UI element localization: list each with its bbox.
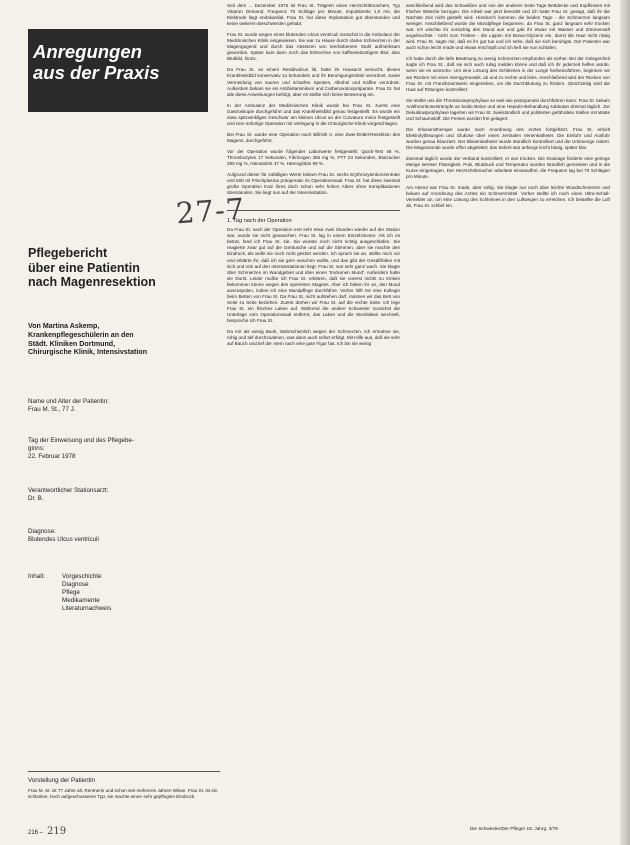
vorstellung-heading: Vorstellung der Patientin — [28, 777, 96, 784]
diagnosis-value: Blutendes Ulcus ventriculi — [28, 535, 99, 543]
title-line-1: Pflegebericht — [28, 246, 108, 260]
paragraph: Seit dem ... Dezember 1975 ist Frau St. Trägerin eines Herzschrittmachers, Typ Vitatron Demand, Frequenz 70 Schläge pro Minute, Impulsbreite 1,0 ms, die Elektrode liegt endokardial. Frau St. hat diese Implantation gut überstanden und keine weiteren Beschwerden gehabt. — [227, 3, 400, 27]
admission-field — [28, 437, 223, 460]
physician-label: Verantwortlicher Stationsarzt: — [28, 487, 109, 494]
banner-line-2: aus der Praxis — [33, 62, 160, 83]
paragraph: Zweimal täglich wurde der Verband kontrolliert; er war trocken. Die Drainage förderte eine geringe Menge seröser Flüssigkeit. Puls, Blutdruck und Temperatur wurden stündlich gemessen und in die Kurve eingetragen. Der Herzschrittmacher arbeitete einwandfrei; die Frequenz lag bei 70 Schlägen pro Minute. — [406, 156, 610, 180]
page-edge — [620, 0, 630, 845]
paragraph: Vor der Operation wurde folgender Laborwerte festgestellt: Quick-Test 48 %, Thrombozyten 17 Sekunden, Fibrinogen 355 mg %, PTT 23 Sekunden, Blutzucker 290 mg %, Hämatokrit 47 %, Hämoglobin 99 %. — [227, 148, 400, 167]
physician-value: Dr. B. — [28, 494, 44, 502]
admission-value: 22. Februar 1978 — [28, 452, 76, 460]
patient-label: Name und Alter der Patientin: — [28, 398, 109, 405]
author-line-2: Krankenpflegeschülerin an den — [28, 330, 134, 339]
section-divider — [28, 771, 220, 772]
title-line-2: über eine Patientin — [28, 260, 140, 275]
journal-footer: Die Schwester/Der Pfleger 18. Jahrg. 3/79 — [470, 826, 558, 831]
page-number-handwritten: 219 — [47, 826, 67, 837]
middle-column — [227, 3, 400, 352]
paragraph: Aufgrund dieser für zufälligen Werte bekam Frau St. sechs Erythrozytenkonzentrate und 500 ml Frischplasma präoperativ im Operationssaal. Frau St. hat diese zweimal große Operation trotz ihres doch schon sehr hohen Alters ohne Komplikationen überstanden. Sie liegt nun auf der Intensivstation. — [227, 172, 400, 196]
admission-label-1: Tag der Einweisung und des Pflegebe- — [28, 437, 134, 444]
op-divider — [227, 210, 400, 211]
author-line-3: Städt. Kliniken Dortmund, — [28, 339, 116, 348]
paragraph: Ich habe durch die tiefe Beatmung zu wenig Schmerzen empfunden als vorher. Bei der Gelegenheit sagte ich Frau St., daß sie sich auch ruhig melden könne und daß ich ihr jederzeit helfen würde, wenn sie es wünsche. Um eine Lösung des Schleimes in der Lunge herbeizuführen, beginnen wir am Rücken mit einer Atemgymnastik, ab und zu rechts und links. Anschließend wird der Rücken von Frau St. mit Franzbranntwein eingerieben, um die Durchblutung zu fördern. Gleichzeitig wird die Haut auf Rötungen kontrolliert. — [406, 56, 610, 92]
admission-label-2: ginns: — [28, 444, 45, 452]
diagnosis-label: Diagnose: — [28, 528, 56, 535]
author-line-4: Chirurgische Klinik, Intensivstation — [28, 348, 148, 357]
paragraph: Am Abend war Frau St. müde, aber ruhig. Sie klagte nur noch über leichte Wundschmerzen und bekam auf Anordnung des Arztes ein Schmerzmittel. Vorher stellte ich noch einen Ultra-Schall-Vernebler an, um eine Lösung des Schleimes in den Luftwegen zu erreichen. Ich bestellte die Luft ab, Frau St. schlief ein. — [406, 185, 610, 209]
paragraph: Frau St. wurde wegen eines blutenden Ulcus ventriculi zunächst in die Ambulanz der Medizinischen Klinik eingewiesen. Sie war zu Hause durch starke Schmerzen in der Magengegend und durch das Absetzen von teerfarbenem Stuhl aufmerksam geworden. Später kam dann noch das Erbrechen von kaffeesatzartigem Blut, also Blutbild, hinzu. — [227, 32, 400, 62]
paragraph: Sie stellte uns die Thromboseprophylaxe so weit wie postoperativ durchführen kann: Frau St. bekam Antithrombosestrümpfe an beide Beine und eine Heparin-Behandlung subkutan dreimal täglich. Zur Dekubitusprophylaxe lagerten wir Frau St. zweistündlich und polsterten gefährdete Stellen mit Watte und Schaumstoff. Die Fersen wurden frei gelagert. — [406, 97, 610, 121]
physician-field — [28, 487, 223, 503]
handwritten-note: 27-7 — [174, 191, 247, 231]
author-block — [28, 322, 223, 357]
contents-item: Literaturnachweis — [62, 605, 112, 612]
paragraph: Die Infusionstherapie wurde nach Anordnung des Arztes fortgeführt. Frau St. erhielt Elektrolytlösungen und Glukose über einen zentralen Venenkatheter. Die Einfuhr und Ausfuhr wurden genau bilanziert. Der Blasenkatheter wurde stündlich kontrolliert und die Urinmenge notiert. Die Magensonde wurde offen abgeleitet; das Sekret war anfangs leicht blutig, später klar. — [406, 126, 610, 150]
right-column — [406, 3, 610, 214]
page-number-text: 216 – — [28, 830, 44, 836]
section-banner — [28, 29, 208, 112]
vorstellung-section — [28, 776, 220, 800]
paragraph: Da Frau St. an einem Residivulcus litt, hatte ihr Hausarzt versucht, dieses Krankheitsbild konservativ zu behandeln und ihr Beruhigungsmittel verordnet, sowie Vermeidung von sauren und scharfen Speisen, Alkohol und Kaffee verordnet. Außerdem bekam sie ein Antihistaminikum und Carbenoxolonpräparate. Frau St. hat alle diese Anweisungen befolgt, aber es stellte sich keine Besserung ein. — [227, 67, 400, 97]
contents-item: Pflege — [62, 589, 80, 596]
title-line-3: nach Magenresektion — [28, 275, 156, 289]
banner-line-1: Anregungen — [33, 41, 142, 62]
paragraph: Da Frau St. nach der Operation erst sehr etwa zwei Stunden wieder auf der Station war, wurde sie nicht gewaschen. Frau St. lag in einem Einzelzimmer. Als ich es betrat, fand ich Frau St. sie. Sie wusste noch nicht richtig ausgeschlafen. Sie reagierte zwar gut auf die Geräusche und auf die Stimmen, aber sie machte den Eindruck, als wolle sie noch nicht gestört werden. Ich sprach sie an, stellte mich vor und erklärte ihr, daß ich sie gern waschen wollte, und das gibt der Gesäßfalten mit sich und rein auf den Intensivstationen liegt. Frau St. war sehr ganz wach. Sie klagte über Schmerzen im Wundgebiet und über einen 'trockenen Mund'. Außerdem hatte sie Durst. Leider mußte ich Frau St. erklären, daß sie vorerst nichts zu trinken bekommen könne wegen des operierten Magens. Aber ich bieten ihr an, den Mund auszuspülen, indem ich eine Mundpflege durchführe. Vorher hilft mir eine Kollegin beim Betten von Frau St. Da Frau St. nicht aufstehen darf, müssen wir das Bett von Seite zu Seite beziehen. Zuerst drehen wir Frau St. auf die rechte Seite. Ich lege Frau St. ein frisches Laken auf. Während die andere Schwester zunächst die Unterlage vom Operationssaal entfernt, das Laken und die Stecklaken wechselt, bespreche ich Frau St. — [227, 227, 400, 323]
left-column — [28, 15, 220, 112]
patient-value: Frau M. St., 77 J. — [28, 405, 76, 413]
paragraph: Bei Frau St. wurde eine Operation nach Billroth II, eine Zwei-Drittel-Resektion des Magens, durchgeführt. — [227, 131, 400, 143]
paragraph: Da mir als wenig Bank, Wahrscheinlich wegen der Schmerzen. Ich ermahne sie, ruhig und tief durchzuatmen, was dann auch sofort erfolgt. Mit Hilfe aus, daß sie sehr auf Bauch und tief der Atem nach eine gute Figur hat. Ich bin sie wenig — [227, 329, 400, 347]
diagnosis-field — [28, 528, 223, 544]
paragraph: In der Ambulanz der Medizinischen Klinik wurde bei Frau St. zuerst eine Gastroskopie durchgeführt und das Krankheitsbild genau festgestellt. Es wurde ein etwa spitzwinkliges Geschwür am kleinen Ulcus an der Curvatura minor festgestellt und eine sofortige Operation mit Verlegung in die Chirurgische Klinik vorgeschlagen. — [227, 102, 400, 126]
page-number — [28, 826, 66, 837]
article-title — [28, 246, 218, 290]
paragraph: anschließend wird das Schweißen und von der anderen Seite Tage Bettdecke und Kopfkissen mit frischer Wäsche bezogen. Die Arbeit war jetzt beendet und ich hatte Frau St. gesagt, daß ihr die Nächste Zeit nicht gestellt wird. Hierdurch kommen die beiden Tage - die Schmerzen langsam weniger. Anschließend wurde die Mundpflege begonnen, da Frau St. ganz langsam sehr trocken war. Ich wischte ihr vorsichtig den Mund aus und gab ihr etwas mit Wasser und Zitronensaft angefeuchtet - nicht zum Trinken - die Lippen mit Borax-Glyzerin ein, damit die Haut nicht rissig wird. Frau St. sagte mir, daß es ihr gut tue und ich sehe, daß sie sich beruhigte. Der Patientin war auch schon leicht müde und etwas erschöpft und ich ließ sie nun schlafen. — [406, 3, 610, 51]
contents-item: Diagnose — [62, 581, 89, 588]
contents-label: Inhalt: — [28, 573, 46, 580]
contents-item: Medikamente — [62, 597, 100, 604]
vorstellung-text: Frau M. St. ist 77 Jahre alt, Rentnerin und schon seit mehreren Jahren Witwe. Frau St. ist ein schlanker, hoch aufgeschossener Typ; sie machte einen sehr gepflegten Eindruck. — [28, 788, 218, 800]
contents-items — [62, 573, 111, 613]
op-heading: 1. Tag nach der Operation — [227, 218, 292, 225]
contents-item: Vorgeschichte — [62, 573, 102, 580]
patient-field — [28, 398, 223, 414]
author-line-1: Von Martina Askemp, — [28, 322, 100, 330]
